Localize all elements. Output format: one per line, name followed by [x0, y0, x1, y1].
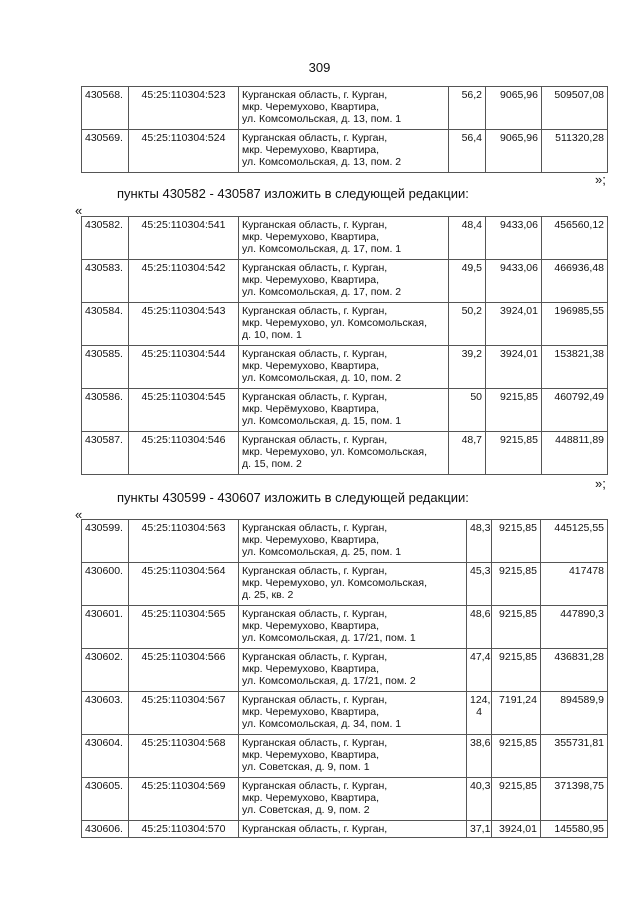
- table-row: [82, 520, 608, 563]
- cadastral-number-cell: 45:25:110304:543: [129, 303, 239, 346]
- address-cell: Курганская область, г. Курган, мкр. Черёмухово, Квартира, ул. Комсомольская, д. 15, пом. 1: [239, 389, 449, 432]
- entry-number-cell: 430600.: [82, 563, 129, 606]
- table-row: [82, 217, 608, 260]
- cadastral-cost-cell: 371398,75: [541, 778, 608, 821]
- entry-number-cell: 430585.: [82, 346, 129, 389]
- address-cell: Курганская область, г. Курган, мкр. Черемухово, ул. Комсомольская, д. 10, пом. 1: [239, 303, 449, 346]
- table-row: [82, 735, 608, 778]
- cadastral-cost-cell: 466936,48: [542, 260, 608, 303]
- cadastral-cost-cell: 445125,55: [541, 520, 608, 563]
- address-cell: Курганская область, г. Курган, мкр. Черемухово, Квартира, ул. Комсомольская, д. 34, пом. 1: [239, 692, 467, 735]
- cadastral-cost-cell: 509507,08: [542, 87, 608, 130]
- rate-cell: 9065,96: [486, 130, 542, 173]
- entry-number-cell: 430583.: [82, 260, 129, 303]
- cadastral-cost-cell: 447890,3: [541, 606, 608, 649]
- table-row: [82, 778, 608, 821]
- rate-cell: 9433,06: [486, 260, 542, 303]
- cadastral-number-cell: 45:25:110304:544: [129, 346, 239, 389]
- cadastral-number-cell: 45:25:110304:542: [129, 260, 239, 303]
- rate-cell: 9215,85: [486, 389, 542, 432]
- rate-cell: 9215,85: [492, 563, 541, 606]
- cadastral-cost-cell: 456560,12: [542, 217, 608, 260]
- area-cell: 38,6: [467, 735, 492, 778]
- area-cell: 37,1: [467, 821, 492, 838]
- area-cell: 48,7: [449, 432, 486, 475]
- address-cell: Курганская область, г. Курган, мкр. Черемухово, ул. Комсомольская, д. 25, кв. 2: [239, 563, 467, 606]
- table-row: [82, 649, 608, 692]
- area-cell: 56,2: [449, 87, 486, 130]
- address-cell: Курганская область, г. Курган, мкр. Черемухово, Квартира, ул. Комсомольская, д. 17/21, пом. 2: [239, 649, 467, 692]
- entry-number-cell: 430601.: [82, 606, 129, 649]
- rate-cell: 7191,24: [492, 692, 541, 735]
- entry-number-cell: 430587.: [82, 432, 129, 475]
- table-row: [82, 606, 608, 649]
- entry-number-cell: 430584.: [82, 303, 129, 346]
- cadastral-number-cell: 45:25:110304:546: [129, 432, 239, 475]
- area-cell: 50,2: [449, 303, 486, 346]
- registry-table-1: [81, 86, 608, 173]
- table-row: [82, 432, 608, 475]
- table-row: [82, 346, 608, 389]
- rate-cell: 9215,85: [492, 778, 541, 821]
- address-cell: Курганская область, г. Курган, мкр. Черемухово, Квартира, ул. Комсомольская, д. 17, пом. 1: [239, 217, 449, 260]
- address-cell: Курганская область, г. Курган, мкр. Черемухово, Квартира, ул. Советская, д. 9, пом. 2: [239, 778, 467, 821]
- area-cell: 48,4: [449, 217, 486, 260]
- area-cell: 48,6: [467, 606, 492, 649]
- table-row: [82, 389, 608, 432]
- cadastral-cost-cell: 145580,95: [541, 821, 608, 838]
- cadastral-cost-cell: 436831,28: [541, 649, 608, 692]
- rate-cell: 9433,06: [486, 217, 542, 260]
- rate-cell: 9215,85: [492, 606, 541, 649]
- entry-number-cell: 430605.: [82, 778, 129, 821]
- area-cell: 48,3: [467, 520, 492, 563]
- rate-cell: 3924,01: [486, 346, 542, 389]
- cadastral-number-cell: 45:25:110304:570: [129, 821, 239, 838]
- area-cell: 50: [449, 389, 486, 432]
- rate-cell: 3924,01: [486, 303, 542, 346]
- address-cell: Курганская область, г. Курган, мкр. Черемухово, Квартира, ул. Комсомольская, д. 25, пом. 1: [239, 520, 467, 563]
- cadastral-number-cell: 45:25:110304:567: [129, 692, 239, 735]
- table-row: [82, 303, 608, 346]
- cadastral-cost-cell: 153821,38: [542, 346, 608, 389]
- cadastral-cost-cell: 417478: [541, 563, 608, 606]
- entry-number-cell: 430604.: [82, 735, 129, 778]
- cadastral-number-cell: 45:25:110304:564: [129, 563, 239, 606]
- cadastral-cost-cell: 355731,81: [541, 735, 608, 778]
- cadastral-number-cell: 45:25:110304:545: [129, 389, 239, 432]
- quote-close-1: »;: [595, 172, 606, 187]
- registry-table-2: [81, 216, 608, 475]
- address-cell: Курганская область, г. Курган, мкр. Черемухово, Квартира, ул. Комсомольская, д. 10, пом. 2: [239, 346, 449, 389]
- table-row: [82, 130, 608, 173]
- entry-number-cell: 430586.: [82, 389, 129, 432]
- table-row: [82, 260, 608, 303]
- table-row: [82, 563, 608, 606]
- quote-close-2: »;: [595, 476, 606, 491]
- page-number: 309: [308, 60, 331, 75]
- cadastral-number-cell: 45:25:110304:565: [129, 606, 239, 649]
- table-body: [82, 87, 608, 173]
- cadastral-number-cell: 45:25:110304:566: [129, 649, 239, 692]
- rate-cell: 9215,85: [492, 520, 541, 563]
- cadastral-cost-cell: 460792,49: [542, 389, 608, 432]
- address-cell: Курганская область, г. Курган, мкр. Черемухово, Квартира, ул. Комсомольская, д. 17/21, пом. 1: [239, 606, 467, 649]
- cadastral-number-cell: 45:25:110304:569: [129, 778, 239, 821]
- area-cell: 56,4: [449, 130, 486, 173]
- cadastral-number-cell: 45:25:110304:541: [129, 217, 239, 260]
- entry-number-cell: 430569.: [82, 130, 129, 173]
- cadastral-cost-cell: 448811,89: [542, 432, 608, 475]
- address-cell: Курганская область, г. Курган, мкр. Черемухово, Квартира, ул. Комсомольская, д. 13, пом. 1: [239, 87, 449, 130]
- cadastral-cost-cell: 894589,9: [541, 692, 608, 735]
- table-row: [82, 821, 608, 838]
- rate-cell: 9065,96: [486, 87, 542, 130]
- rate-cell: 9215,85: [486, 432, 542, 475]
- table-row: [82, 87, 608, 130]
- table-body: [82, 217, 608, 475]
- entry-number-cell: 430599.: [82, 520, 129, 563]
- cadastral-number-cell: 45:25:110304:523: [129, 87, 239, 130]
- area-cell: 45,3: [467, 563, 492, 606]
- quote-open-1: «: [75, 203, 83, 218]
- table-row: [82, 692, 608, 735]
- area-cell: 40,3: [467, 778, 492, 821]
- cadastral-cost-cell: 511320,28: [542, 130, 608, 173]
- table-body: [82, 520, 608, 838]
- address-cell: Курганская область, г. Курган, мкр. Черемухово, Квартира, ул. Комсомольская, д. 17, пом. 2: [239, 260, 449, 303]
- cadastral-number-cell: 45:25:110304:568: [129, 735, 239, 778]
- instruction-2: пункты 430599 - 430607 изложить в следующей редакции:: [117, 490, 469, 505]
- registry-table-3: [81, 519, 608, 838]
- entry-number-cell: 430582.: [82, 217, 129, 260]
- entry-number-cell: 430602.: [82, 649, 129, 692]
- address-cell: Курганская область, г. Курган, мкр. Черемухово, Квартира, ул. Комсомольская, д. 13, пом. 2: [239, 130, 449, 173]
- area-cell: 124, 4: [467, 692, 492, 735]
- rate-cell: 9215,85: [492, 735, 541, 778]
- rate-cell: 3924,01: [492, 821, 541, 838]
- entry-number-cell: 430606.: [82, 821, 129, 838]
- entry-number-cell: 430568.: [82, 87, 129, 130]
- area-cell: 39,2: [449, 346, 486, 389]
- cadastral-number-cell: 45:25:110304:563: [129, 520, 239, 563]
- area-cell: 49,5: [449, 260, 486, 303]
- cadastral-number-cell: 45:25:110304:524: [129, 130, 239, 173]
- address-cell: Курганская область, г. Курган, мкр. Черемухово, Квартира, ул. Советская, д. 9, пом. 1: [239, 735, 467, 778]
- area-cell: 47,4: [467, 649, 492, 692]
- quote-open-2: «: [75, 507, 83, 522]
- entry-number-cell: 430603.: [82, 692, 129, 735]
- address-cell: Курганская область, г. Курган,: [239, 821, 467, 838]
- instruction-1: пункты 430582 - 430587 изложить в следующей редакции:: [117, 186, 469, 201]
- cadastral-cost-cell: 196985,55: [542, 303, 608, 346]
- rate-cell: 9215,85: [492, 649, 541, 692]
- address-cell: Курганская область, г. Курган, мкр. Черемухово, ул. Комсомольская, д. 15, пом. 2: [239, 432, 449, 475]
